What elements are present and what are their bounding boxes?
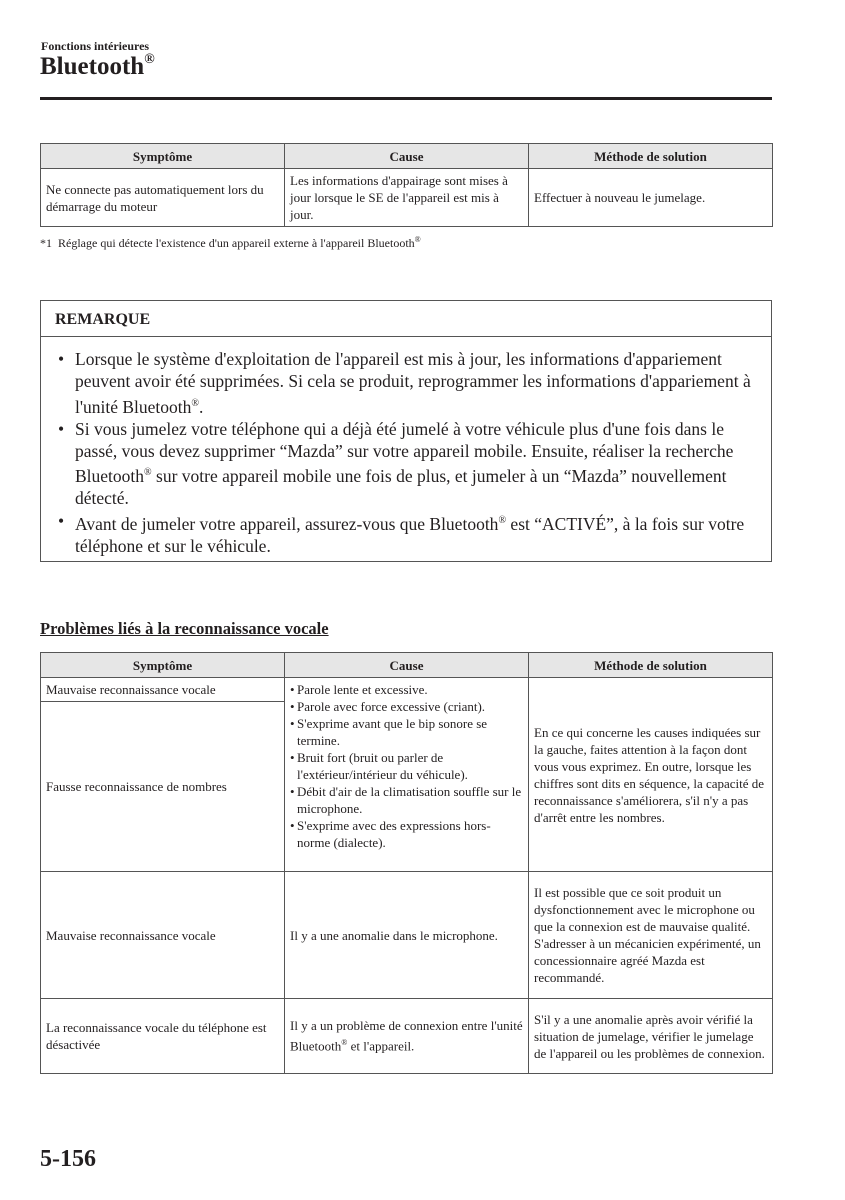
page-title xyxy=(40,51,155,80)
cause-item xyxy=(290,817,523,851)
cause-item-text: Parole lente et excessive. xyxy=(297,682,428,697)
registered-mark: ® xyxy=(341,1038,348,1048)
voice-section-title: Problèmes liés à la reconnaissance vocale xyxy=(40,619,329,638)
remark-list xyxy=(41,348,771,557)
col-solution-header: Méthode de solution xyxy=(529,653,773,678)
cause-item-text: S'exprime avant que le bip sonore se termine. xyxy=(297,716,488,748)
symptom-cell: Ne connecte pas automatiquement lors du démarrage du moteur xyxy=(41,169,285,227)
footnote xyxy=(40,235,421,251)
table-row xyxy=(41,999,773,1074)
bullet-icon: • xyxy=(58,418,65,439)
page-number: 5-156 xyxy=(40,1146,96,1172)
remark-text: Lorsque le système d'exploitation de l'appareil est mis à jour, les informations d'appariement peuvent avoir été supprimées. Si cela se produit, reprogrammer les informations d'appariement à l'unité Bluetooth xyxy=(75,349,751,417)
symptom-cell: La reconnaissance vocale du téléphone est désactivée xyxy=(41,999,285,1074)
symptom-table-top xyxy=(40,143,773,227)
remark-text: Si vous jumelez votre téléphone qui a déjà été jumelé à votre véhicule plus d'une fois dans le passé, vous devez supprimer “Mazda” sur votre appareil mobile. Ensuite, réaliser la recherche Bluetooth xyxy=(75,418,734,487)
bullet-icon: • xyxy=(58,510,65,531)
registered-mark: ® xyxy=(144,51,155,67)
bullet-icon: • xyxy=(58,349,65,369)
footnote-text: Réglage qui détecte l'existence d'un appareil externe à l'appareil Bluetooth xyxy=(58,236,415,250)
remark-item xyxy=(41,418,771,510)
cause-item xyxy=(290,715,523,749)
table-row xyxy=(41,678,773,702)
table-row xyxy=(41,872,773,999)
cause-cell: Il y a une anomalie dans le microphone. xyxy=(285,872,529,999)
bullet-icon: • xyxy=(290,750,295,765)
remark-item xyxy=(41,348,771,418)
remark-box xyxy=(40,300,772,562)
bullet-icon: • xyxy=(290,716,295,731)
table-header-row xyxy=(41,653,773,678)
symptom-cell: Mauvaise reconnaissance vocale xyxy=(41,872,285,999)
bullet-icon: • xyxy=(290,682,295,697)
solution-cell: Il est possible que ce soit produit un dysfonctionnement avec le microphone ou que la connexion est de mauvaise qualité. S'adresser à un mécanicien expérimenté, un concessionnaire agréé Mazda est recommandé. xyxy=(529,872,773,999)
cause-item xyxy=(290,749,523,783)
cause-item xyxy=(290,681,523,698)
cause-item-text: Débit d'air de la climatisation souffle sur le microphone. xyxy=(297,784,522,816)
registered-mark: ® xyxy=(191,397,200,409)
solution-cell: Effectuer à nouveau le jumelage. xyxy=(529,169,773,227)
table-header-row xyxy=(41,144,773,169)
cause-cell xyxy=(285,678,529,872)
voice-symptom-table xyxy=(40,652,773,1074)
col-symptom-header: Symptôme xyxy=(41,653,285,678)
cause-item-text: Parole avec force excessive (criant). xyxy=(297,699,486,714)
cause-cell: Les informations d'appairage sont mises à jour lorsque le SE de l'appareil est mis à jour. xyxy=(285,169,529,227)
symptom-cell: Fausse reconnaissance de nombres xyxy=(41,702,285,872)
registered-mark: ® xyxy=(498,514,507,526)
cause-item xyxy=(290,783,523,817)
remark-text-end: . xyxy=(199,396,204,417)
col-cause-header: Cause xyxy=(285,653,529,678)
section-label: Fonctions intérieures xyxy=(41,39,150,53)
col-solution-header: Méthode de solution xyxy=(529,144,773,169)
bullet-icon: • xyxy=(290,818,295,833)
bullet-icon: • xyxy=(290,699,295,714)
cause-item-text: S'exprime avec des expressions hors-norme (dialecte). xyxy=(297,818,491,850)
solution-cell: S'il y a une anomalie après avoir vérifié la situation de jumelage, vérifier le jumelage de l'appareil ou les problèmes de connexion. xyxy=(529,999,773,1074)
table-row xyxy=(41,169,773,227)
remark-text-end: est “ACTIVÉ”, à la fois sur votre téléphone et sur le véhicule. xyxy=(75,513,745,556)
remark-text: Avant de jumeler votre appareil, assurez-vous que Bluetooth xyxy=(75,513,499,534)
registered-mark: ® xyxy=(144,467,152,479)
col-symptom-header: Symptôme xyxy=(41,144,285,169)
bullet-icon: • xyxy=(290,784,295,799)
cause-list xyxy=(290,681,523,851)
cause-item xyxy=(290,698,523,715)
cause-item-text: Bruit fort (bruit ou parler de l'extérieur/intérieur du véhicule). xyxy=(297,750,468,782)
symptom-cell: Mauvaise reconnaissance vocale xyxy=(41,678,285,702)
remark-heading: REMARQUE xyxy=(41,301,771,337)
cause-text-end: et l'appareil. xyxy=(347,1038,415,1054)
cause-text: Il y a un problème de connexion entre l'unité Bluetooth xyxy=(290,1018,523,1054)
footnote-marker: *1 xyxy=(40,236,52,250)
solution-cell: En ce qui concerne les causes indiquées sur la gauche, faites attention à la façon dont vous vous exprimez. En outre, lorsque les chiffres sont dits en séquence, la capacité de reconnaissance s'améliorera, s'il n'y a pas d'arrêt entre les nombres. xyxy=(529,678,773,872)
remark-item xyxy=(41,510,771,557)
page-title-text: Bluetooth xyxy=(40,53,145,80)
registered-mark: ® xyxy=(414,235,421,244)
title-rule xyxy=(40,97,772,100)
col-cause-header: Cause xyxy=(285,144,529,169)
remark-text-end: sur votre appareil mobile une fois de plus, et jumeler à un “Mazda” nouvellement détecté. xyxy=(75,466,727,509)
cause-cell xyxy=(285,999,529,1074)
